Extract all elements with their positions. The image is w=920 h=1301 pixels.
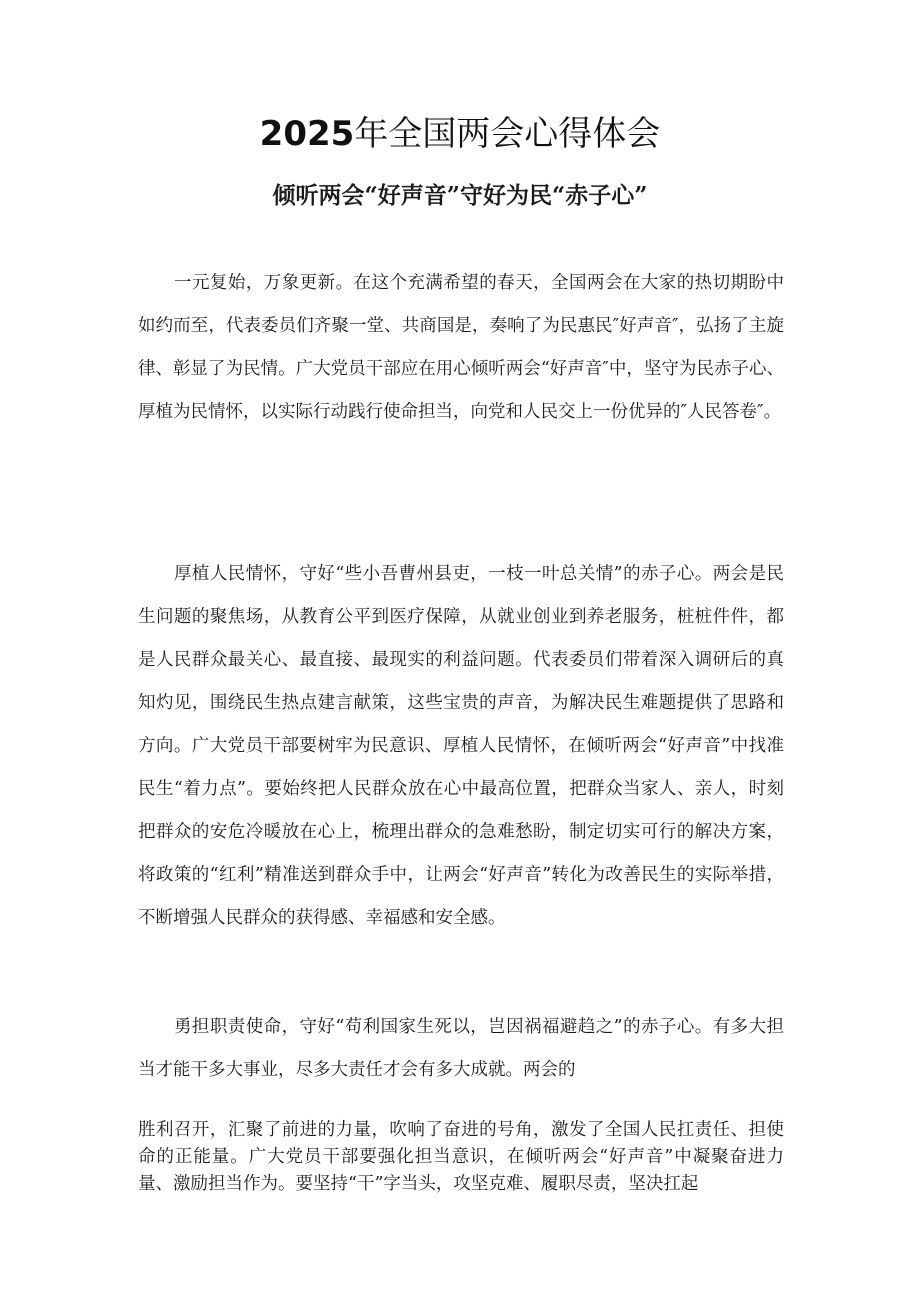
paragraph-responsibility: 勇担职责使命，守好“苟利国家生死以，岂因祸福避趋之”的赤子心。有多大担当才能干多大事业，尽多大责任才会有多大成就。两会的 <box>138 1017 784 1080</box>
title-text: 年全国两会心得体会 <box>354 114 661 154</box>
page-title <box>0 112 920 156</box>
page-subtitle: 倾听两会“好声音”守好为民“赤子心” <box>272 182 648 209</box>
paragraph-responsibility-continued: 胜利召开，汇聚了前进的力量，吹响了奋进的号角，激发了全国人民扛责任、担使命的正能量。广大党员干部要强化担当意识，在倾听两会“好声音”中凝聚奋进力量、激励担当作为。要坚持“干”字当头，攻坚克难、履职尽责，坚决扛起 <box>138 1120 784 1194</box>
title-year: 2025 <box>259 114 355 154</box>
paragraph-intro: 一元复始，万象更新。在这个充满希望的春天，全国两会在大家的热切期盼中如约而至，代表委员们齐聚一堂、共商国是，奏响了为民惠民″好声音″，弘扬了主旋律、彰显了为民情。广大党员干部应在用心倾听两会“好声音″中，坚守为民赤子心、厚植为民情怀，以实际行动践行使命担当，向党和人民交上一份优异的″人民答卷″。 <box>138 273 784 422</box>
paragraph-people-sentiment: 厚植人民情怀，守好“些小吾曹州县吏，一枝一叶总关情”的赤子心。两会是民生问题的聚焦场，从教育公平到医疗保障，从就业创业到养老服务，桩桩件件，都是人民群众最关心、最直接、最现实的利益问题。代表委员们带着深入调研后的真知灼见，围绕民生热点建言献策，这些宝贵的声音，为解决民生难题提供了思路和方向。广大党员干部要树牢为民意识、厚植人民情怀，在倾听两会“好声音”中找准民生“着力点”。要始终把人民群众放在心中最高位置，把群众当家人、亲人，时刻把群众的安危冷暖放在心上，梳理出群众的急难愁盼，制定切实可行的解决方案，将政策的“红利”精准送到群众手中，让两会“好声音”转化为改善民生的实际举措，不断增强人民群众的获得感、幸福感和安全感。 <box>138 564 784 928</box>
